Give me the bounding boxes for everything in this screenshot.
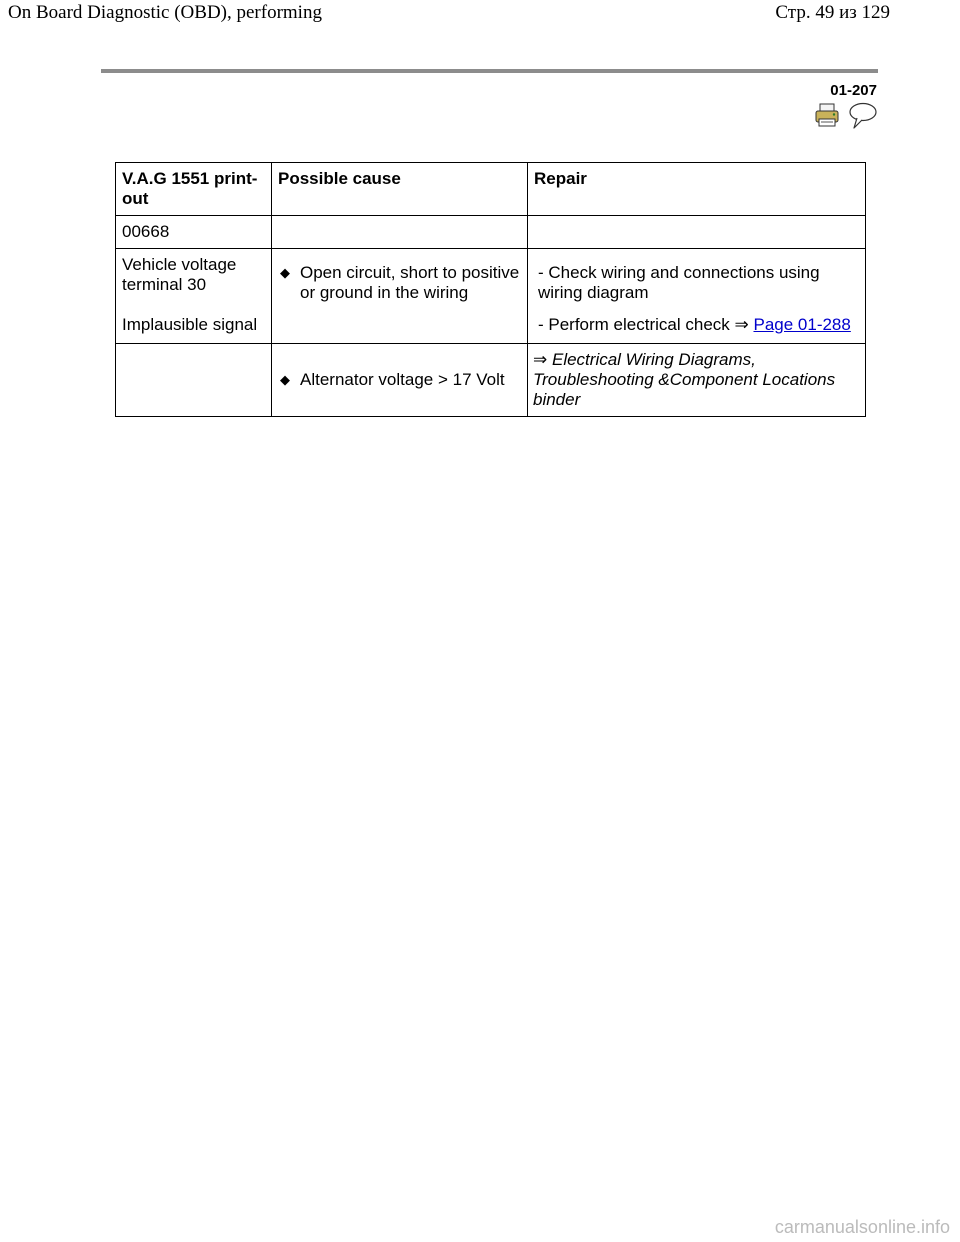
- speech-bubble-icon[interactable]: [848, 102, 878, 135]
- document-title: On Board Diagnostic (OBD), performing: [8, 2, 322, 23]
- page-indicator: Стр. 49 из 129: [775, 2, 890, 23]
- repair-cell: [528, 249, 866, 344]
- repair-step: [538, 315, 859, 335]
- cause-cell: [272, 249, 528, 344]
- printout-status: Implausible signal: [122, 315, 258, 334]
- list-item: [278, 370, 521, 390]
- header-possible-cause: Possible cause: [272, 163, 528, 216]
- printer-icon[interactable]: [814, 102, 840, 133]
- diamond-bullet-icon: ◆: [280, 265, 290, 280]
- diagnostic-table: [115, 162, 866, 417]
- wiring-diagram-reference: Electrical Wiring Diagrams, Troubleshooting &Component Locations binder: [533, 350, 836, 409]
- action-icons: [814, 102, 880, 130]
- list-item: [278, 263, 521, 303]
- page-link[interactable]: Page 01-288: [753, 315, 851, 334]
- diamond-bullet-icon: ◆: [280, 372, 290, 387]
- repair-step: - Check wiring and connections using wiring diagram: [538, 263, 820, 302]
- header-divider: [101, 69, 878, 73]
- empty-cell: [272, 216, 528, 249]
- printout-text: Vehicle voltage terminal 30: [122, 255, 237, 294]
- printout-cell: [116, 249, 272, 344]
- cause-text: Alternator voltage > 17 Volt: [300, 370, 505, 389]
- header-repair: Repair: [528, 163, 866, 216]
- repair-cell: [528, 344, 866, 417]
- cause-cell: [272, 344, 528, 417]
- page-code: 01-207: [830, 82, 877, 99]
- table-row: [116, 249, 866, 344]
- empty-cell: [528, 216, 866, 249]
- table-row: [116, 344, 866, 417]
- repair-step-prefix: - Perform electrical check ⇒: [538, 315, 749, 334]
- cause-text: Open circuit, short to positive or ground in the wiring: [300, 263, 520, 302]
- arrow-icon: ⇒: [533, 350, 548, 369]
- header-printout: V.A.G 1551 print-out: [116, 163, 272, 216]
- empty-cell: [116, 344, 272, 417]
- table-row-code: [116, 216, 866, 249]
- table-header-row: [116, 163, 866, 216]
- watermark: carmanualsonline.info: [774, 1217, 950, 1237]
- fault-code-cell: 00668: [116, 216, 272, 249]
